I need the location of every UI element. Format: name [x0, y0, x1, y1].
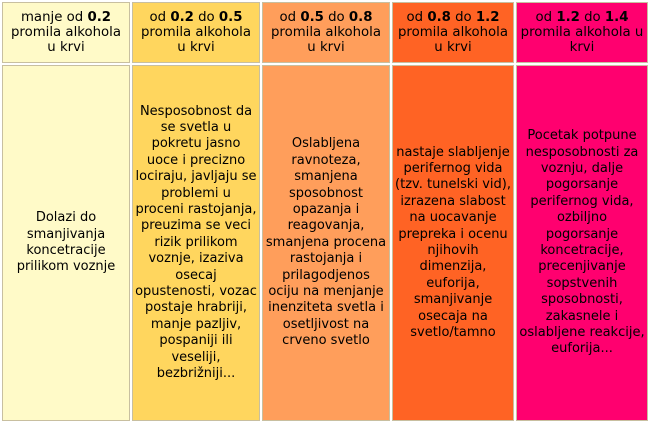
header-cell-5 [516, 2, 648, 63]
header-unit: promila alkohola u krvi [270, 25, 382, 55]
effect-cell-1: Dolazi do smanjivanja koncetracije prilikom voznje [2, 65, 130, 421]
header-to-value: 0.5 [218, 10, 243, 25]
header-from-value: 0.2 [170, 10, 194, 25]
header-unit: promila alkohola u krvi [520, 25, 644, 55]
header-unit: promila alkohola u krvi [10, 25, 122, 55]
header-cell-1 [2, 2, 130, 63]
header-prefix: od [149, 10, 167, 25]
header-cell-3 [262, 2, 390, 63]
header-from-value: 0.8 [427, 10, 451, 25]
header-to-value: 1.2 [475, 10, 500, 25]
header-to-value: 0.8 [348, 10, 373, 25]
header-prefix: manje od [20, 10, 84, 25]
header-prefix: od [279, 10, 297, 25]
header-unit: promila alkohola u krvi [397, 25, 509, 55]
effect-cell-5: Pocetak potpune nesposobnosti za voznju, dalje pogorsanje perifernog vida, ozbiljno pogorsanje koncetracije, precenjivanje sopstvenih sposobnosti, zakasnele i oslabljene reakcije, euforija... [516, 65, 648, 421]
header-from-value: 1.2 [556, 10, 580, 25]
header-cell-4 [392, 2, 514, 63]
header-prefix: od [535, 10, 553, 25]
header-from-value: 0.2 [87, 10, 111, 25]
header-unit: promila alkohola u krvi [140, 25, 252, 55]
header-cell-2 [132, 2, 260, 63]
effect-cell-2: Nesposobnost da se svetla u pokretu jasno uoce i precizno lociraju, javljaju se problemi u proceni rastojanja, preuzima se veci rizik prilikom voznje, izaziva osecaj opustenosti, vozac postaje hrabriji, manje pazljiv, pospaniji ili veseliji, bezbrižniji... [132, 65, 260, 421]
header-mid: do [584, 10, 601, 25]
header-to-value: 1.4 [604, 10, 629, 25]
header-mid: do [455, 10, 472, 25]
effect-cell-4: nastaje slabljenje perifernog vida (tzv. tunelski vid), izrazena slabost na uocavanje prepreka i ocenu njihovih dimenzija, euforija, smanjivanje osecaja na svetlo/tamno [392, 65, 514, 421]
header-prefix: od [406, 10, 424, 25]
effect-cell-3: Oslabljena ravnoteza, smanjena sposobnost opazanja i reagovanja, smanjena procena rastojanja i prilagodjenos ociju na menjanje inenziteta svetla i osetljivost na crveno svetlo [262, 65, 390, 421]
header-mid: do [198, 10, 215, 25]
header-row [2, 2, 648, 63]
effects-row [2, 65, 648, 421]
header-from-value: 0.5 [300, 10, 324, 25]
header-mid: do [328, 10, 345, 25]
